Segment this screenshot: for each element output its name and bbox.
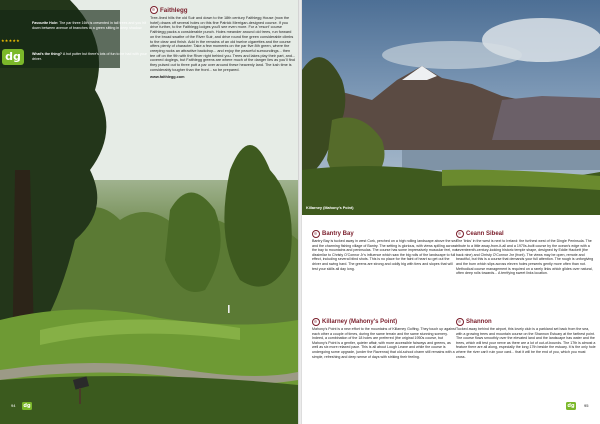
bantry-bay-body: Bantry Bay is tucked away in west Cork, perched on a high rolling landscape above the sea and the charming fishing village of Bantry. The setting is glorious, with views spilling across the bay to mountains and peninsulas. The course has some impressively muscular feel, not dissimilar to Christy O'Connor Jr's influence which saw the big rolls of the landscape to full effect, including several blind shots. This is no place for the faint of heart so get out the driver and swing hard. The greens are strong and oddly big with tiers and slopes that will test your skills all day long. (312, 239, 458, 271)
bantry-bay-article (312, 230, 458, 271)
bantry-bay-title: Bantry Bay (322, 230, 354, 237)
shannon-body: Tucked away behind the airport, this lovely club is a parkland set back from the sea, with a growing trees and mountain course on the Shannon Estuary at the farthest point. The course flows smoothly over the elevated land and the landscape has water and the trees, which will test your nerve as there are a lot of out-of-bounds. The 17th is almost a feature there are all along, especially the long 17th beside the estuary. It is the only hole where the river can't ruin your card... that it will be the end of you, which you must cross. (456, 327, 596, 359)
golf-ball-icon (312, 230, 320, 238)
ceann-sibeal-body: The 'links' in the west is next to Ireland: the furthest west of the Dingle Peninsula. The tribute to a little away-from-it-all and a 1970s-built course by the ocean's edge with a seventeenth-century-looking historic temple shape, designed by Eddie Hackett (the back nine) and Christy O'Connor Jnr (front). The views may be open, remote and beautiful, but this is a course that demands your full attention. The rough is unforgiving and the burn which slips across eleven holes presents gently more often than not. Methodical course management is required on a rarely links which glides over natural, often deep rolls towards... A terrifying sweet links location. (456, 239, 594, 276)
faithlegg-title: Faithlegg (160, 6, 188, 14)
golf-ball-icon (312, 318, 320, 326)
page-number-right: 95 (584, 403, 589, 408)
mountain-lake-illustration (302, 0, 600, 215)
golf-ball-icon (150, 6, 158, 14)
shannon-title: Shannon (466, 318, 492, 325)
shannon-heading (456, 318, 596, 326)
killarney-body: Mahony's Point is a new effort to the mountains of Killarney Golfing. They touch up against each other a couple of times, during the same terrain and the same stunning scenery. Indeed, a combination of the 18 holes are preferred (the original 1950s course, but Mahony's Point is a gentler, quieter affair, with more accessible fairways and greens, as well as six more relaxed pace. This is all about Lough Leane and while the course is undergoing some upgrade, (under the Ravenna) that old-school charm still remains with a simple, refreshing and deep sense of days with striking their feeling. (312, 327, 456, 359)
rating-stars: ★★★★★ (1, 38, 20, 43)
page-number-left: 94 (11, 403, 16, 408)
golf-ball-icon (456, 318, 464, 326)
whats-the-thing-text: A hot putter but there's lots of fun to be had with your driver. (32, 52, 147, 61)
faithlegg-article (150, 6, 296, 80)
bantry-bay-heading (312, 230, 458, 238)
ceann-sibeal-article (456, 230, 596, 276)
footer-dg-logo-right: dg (567, 403, 575, 409)
dg-logo: dg (2, 49, 24, 65)
ceann-sibeal-heading (456, 230, 596, 238)
favourite-hole-text: The par three 16th is cresented in tall trees and you hit down between avenue of branches to a green sitting in deep shadow. (32, 21, 147, 30)
faithlegg-website-link[interactable]: www.faithlegg.com (150, 75, 185, 80)
favourite-hole-note (32, 21, 150, 30)
killarney-article (312, 318, 458, 359)
killarney-title: Killarney (Mahony's Point) (322, 318, 398, 325)
whats-the-thing-note (32, 52, 150, 61)
ceann-sibeal-title: Ceann Sibeal (466, 230, 504, 237)
faithlegg-heading (150, 6, 296, 14)
photo-caption: Killarney (Mahony's Point) (306, 206, 354, 210)
golf-ball-icon (456, 230, 464, 238)
killarney-heading (312, 318, 458, 326)
faithlegg-body: Tree-lined hills the old Suir and down to the 18th century Faithlegg House (now the hotel) draws off several holes on this fine Patrick Merrigan-designed course. If you drive further, to the Faithlegg lodges you'll see even more. For a 'resort' course Faithlegg packs a considerable punch. Holes meander around old trees, run forward on the broad swathe of the River Suir, and drive round fine green considerable climbs to the clear and finish. Add in the remains of an old twelve cigarettes and the course offers plenty of character. Take a few moments on the par five 8th green, where the creeping rocks an attractive backdrop... and enjoy the peaceful surroundings... then tee off on the 9th with the River right behind you. Trees and lakes play their part, and... covered doglegs, but Faithlegg greens are where much of the danger lies as you'll find they pulsed out to three putt a par over around these heavenly land. The lush time is considerably tougher than the front... so be prepared. (150, 16, 296, 72)
favourite-hole-label: Favourite Hole: (32, 21, 59, 25)
killarney-landscape-photo (302, 0, 600, 215)
footer-dg-logo-left: dg (23, 403, 31, 409)
whats-the-thing-label: What's the thing? (32, 52, 62, 56)
shannon-article (456, 318, 596, 359)
